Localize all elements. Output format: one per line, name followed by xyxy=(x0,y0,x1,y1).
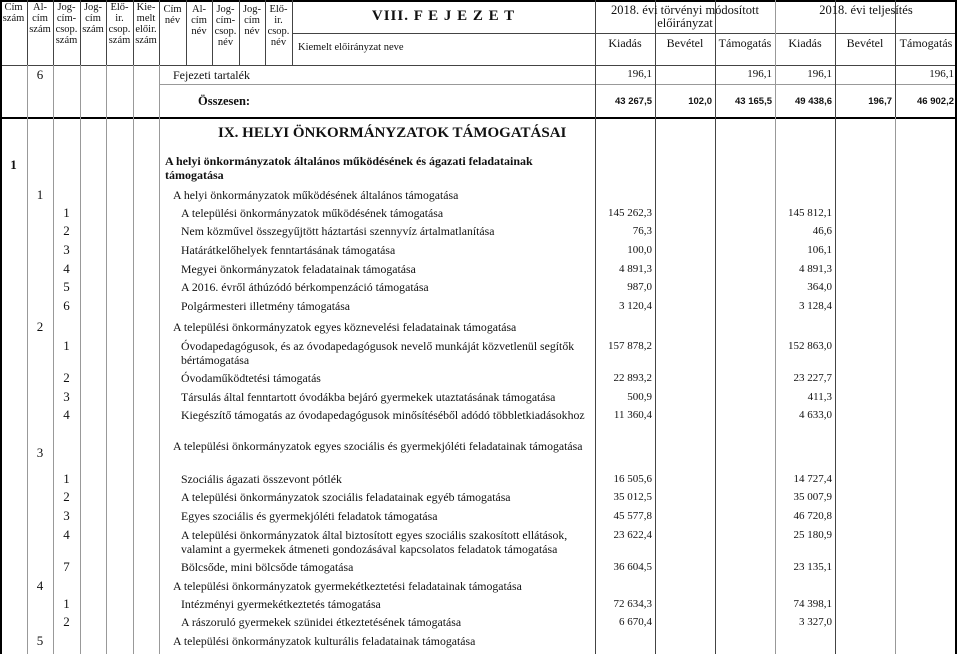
value-cell: 43 165,5 xyxy=(735,96,772,107)
row-divider xyxy=(0,117,957,119)
value-cell: 76,3 xyxy=(632,225,652,237)
section-title: IX. HELYI ÖNKORMÁNYZATOK TÁMOGATÁSAI xyxy=(218,125,567,141)
value-cell: 23 135,1 xyxy=(793,561,832,573)
value-cell: 16 505,6 xyxy=(613,473,652,485)
column-divider xyxy=(835,65,836,117)
value-cell: 23 622,4 xyxy=(613,529,652,541)
value-cell: 14 727,4 xyxy=(793,473,832,485)
jogcim-csoport-number: 7 xyxy=(63,559,70,574)
column-divider xyxy=(53,65,54,117)
header-id-column-1: Al- cím szám xyxy=(29,2,51,35)
value-column-header: Kiadás xyxy=(608,36,642,50)
jogcim-csoport-number: 5 xyxy=(63,279,70,294)
header-id-column-5: Kie- melt előir. szám xyxy=(135,2,157,46)
value-cell: 49 438,6 xyxy=(795,96,832,107)
column-divider xyxy=(159,117,160,654)
value-cell: 106,1 xyxy=(807,244,832,256)
jogcim-csoport-number: 2 xyxy=(63,489,70,504)
header-id-column-6: Cím név xyxy=(163,4,182,26)
row-name: Bölcsőde, mini bölcsőde támogatása xyxy=(181,560,354,574)
row-name: A települési önkormányzatok által biztosított egyes szociális szakosított ellátások, valamint a gyermekek átmeneti gondozásával kapcsolatos feladatok támogatása xyxy=(181,528,568,556)
header-id-column-9: Jog- cím név xyxy=(242,4,262,37)
alcim-number: 2 xyxy=(36,319,44,334)
value-cell: 102,0 xyxy=(688,96,712,107)
row-name: Fejezeti tartalék xyxy=(173,68,250,82)
row-name: Megyei önkormányzatok feladatainak támogatása xyxy=(181,262,416,276)
value-cell: 196,1 xyxy=(929,68,954,80)
value-cell: 36 604,5 xyxy=(613,561,652,573)
row-name: Kiegészítő támogatás az óvodapedagógusok minősítéséből adódó többletkiadásokhoz xyxy=(181,408,585,422)
value-column-header: Kiadás xyxy=(788,36,822,50)
row-name: A települési önkormányzatok egyes köznevelési feladatainak támogatása xyxy=(173,320,517,334)
value-cell: 4 633,0 xyxy=(799,409,832,421)
row-name: A 2016. évről áthúzódó bérkompenzáció támogatása xyxy=(181,280,429,294)
row-name: A települési önkormányzatok szociális feladatainak egyéb támogatása xyxy=(181,490,511,504)
jogcim-csoport-number: 4 xyxy=(63,407,70,422)
column-divider xyxy=(655,65,656,117)
value-cell: 23 227,7 xyxy=(793,372,832,384)
value-cell: 46 902,2 xyxy=(917,96,954,107)
jogcim-csoport-number: 1 xyxy=(63,205,70,220)
value-cell: 45 577,8 xyxy=(613,510,652,522)
column-divider xyxy=(595,117,596,654)
value-cell: 43 267,5 xyxy=(615,96,652,107)
value-column-header: Bevétel xyxy=(846,36,884,50)
row-name: A települési önkormányzatok gyermekétkeztetési feladatainak támogatása xyxy=(173,579,522,593)
column-divider xyxy=(80,117,81,654)
column-divider xyxy=(655,117,656,654)
value-column-header: Bevétel xyxy=(666,36,704,50)
jogcim-csoport-number: 3 xyxy=(63,389,70,404)
value-cell: 364,0 xyxy=(807,281,832,293)
value-cell: 100,0 xyxy=(627,244,652,256)
column-divider xyxy=(106,65,107,117)
value-cell: 500,9 xyxy=(627,391,652,403)
row-name: A települési önkormányzatok egyes szociális és gyermekjóléti feladatainak támogatása xyxy=(173,439,583,453)
value-cell: 145 812,1 xyxy=(788,207,832,219)
header-id-column-4: Elő- ir. csop. szám xyxy=(108,2,131,46)
value-cell: 987,0 xyxy=(627,281,652,293)
column-divider xyxy=(895,117,896,654)
row-name: Szociális ágazati összevont pótlék xyxy=(181,472,342,486)
jogcim-csoport-number: 1 xyxy=(63,471,70,486)
value-column-header: Támogatás xyxy=(718,36,772,50)
column-divider xyxy=(835,117,836,654)
row-divider xyxy=(0,65,957,66)
header-id-column-8: Jog- cím- csop. név xyxy=(214,4,237,48)
chapter-title: VIII. F E J E Z E T xyxy=(371,8,516,24)
row-name: A helyi önkormányzatok általános működésének és ágazati feladatainak támogatása xyxy=(165,154,533,182)
alcim-number: 1 xyxy=(36,187,44,202)
group2-title: 2018. évi teljesítés xyxy=(819,3,913,17)
value-cell: 196,1 xyxy=(747,68,772,80)
value-cell: 25 180,9 xyxy=(793,529,832,541)
alcim-number: 4 xyxy=(36,578,44,593)
row-name: A települési önkormányzatok kulturális feladatainak támogatása xyxy=(173,634,476,648)
column-divider xyxy=(0,117,2,654)
value-cell: 22 893,2 xyxy=(613,372,652,384)
value-cell: 46 720,8 xyxy=(793,510,832,522)
value-cell: 3 327,0 xyxy=(799,616,832,628)
column-divider xyxy=(133,65,134,117)
jogcim-csoport-number: 2 xyxy=(63,370,70,385)
total-label: Összesen: xyxy=(198,94,251,108)
row-name: Nem közművel összegyűjtött háztartási szennyvíz ártalmatlanítása xyxy=(181,224,495,238)
row-name: Óvodapedagógusok, és az óvodapedagógusok nevelő munkáját közvetlenül segítők bértámogatása xyxy=(181,339,575,367)
column-divider xyxy=(106,117,107,654)
jogcim-csoport-number: 3 xyxy=(63,508,70,523)
column-divider xyxy=(133,117,134,654)
cim-number: 1 xyxy=(10,157,17,172)
value-cell: 72 634,3 xyxy=(613,598,652,610)
alcim-number: 6 xyxy=(36,67,44,82)
jogcim-csoport-number: 2 xyxy=(63,614,70,629)
value-cell: 411,3 xyxy=(807,391,832,403)
value-column-header: Támogatás xyxy=(899,36,953,50)
row-name: A települési önkormányzatok működésének támogatása xyxy=(181,206,444,220)
row-name: Óvodaműködtetési támogatás xyxy=(181,371,321,385)
header-id-column-0: Cím szám xyxy=(2,2,25,24)
value-cell: 46,6 xyxy=(812,225,832,237)
value-cell: 196,1 xyxy=(627,68,652,80)
row-name: Határátkelőhelyek fenntartásának támogatása xyxy=(181,243,396,257)
jogcim-csoport-number: 1 xyxy=(63,596,70,611)
row-name: Társulás által fenntartott óvodákba bejáró gyermekek utaztatásának támogatása xyxy=(181,390,556,404)
value-cell: 157 878,2 xyxy=(608,340,652,352)
jogcim-csoport-number: 4 xyxy=(63,527,70,542)
name-column-header: Kiemelt előirányzat neve xyxy=(298,42,404,53)
column-divider xyxy=(715,117,716,654)
value-cell: 152 863,0 xyxy=(788,340,832,352)
header-id-column-2: Jog- cím- csop. szám xyxy=(55,2,78,46)
row-name: A rászoruló gyermekek szünidei étkeztetésének támogatása xyxy=(181,615,462,629)
row-name: Polgármesteri illetmény támogatása xyxy=(181,299,351,313)
value-cell: 196,1 xyxy=(807,68,832,80)
value-cell: 35 012,5 xyxy=(613,491,652,503)
value-cell: 11 360,4 xyxy=(613,409,652,421)
column-divider xyxy=(775,117,776,654)
row-divider xyxy=(292,33,957,34)
column-divider xyxy=(159,65,160,117)
jogcim-csoport-number: 4 xyxy=(63,261,70,276)
row-name: A helyi önkormányzatok működésének általános támogatása xyxy=(173,188,459,202)
value-cell: 145 262,3 xyxy=(608,207,652,219)
row-divider xyxy=(159,84,957,85)
row-name: Intézményi gyermekétkeztetés támogatása xyxy=(181,597,381,611)
jogcim-csoport-number: 2 xyxy=(63,223,70,238)
value-cell: 4 891,3 xyxy=(619,263,652,275)
jogcim-csoport-number: 6 xyxy=(63,298,70,313)
row-name: Egyes szociális és gyermekjóléti feladatok támogatása xyxy=(181,509,438,523)
alcim-number: 3 xyxy=(36,445,44,460)
value-cell: 196,7 xyxy=(868,96,892,107)
jogcim-csoport-number: 1 xyxy=(63,338,70,353)
header-id-column-3: Jog- cím szám xyxy=(82,2,104,35)
value-cell: 3 128,4 xyxy=(799,300,832,312)
header-id-column-10: Elő- ir. csop. név xyxy=(267,4,290,48)
value-cell: 74 398,1 xyxy=(793,598,832,610)
value-cell: 6 670,4 xyxy=(619,616,652,628)
column-divider xyxy=(80,65,81,117)
column-divider xyxy=(0,65,2,117)
value-cell: 35 007,9 xyxy=(793,491,832,503)
group1-title: 2018. évi törvényi módosított előirányzat xyxy=(611,3,759,30)
jogcim-csoport-number: 3 xyxy=(63,242,70,257)
alcim-number: 5 xyxy=(36,633,44,648)
value-cell: 4 891,3 xyxy=(799,263,832,275)
header-id-column-7: Al- cím név xyxy=(191,4,207,37)
value-cell: 3 120,4 xyxy=(619,300,652,312)
